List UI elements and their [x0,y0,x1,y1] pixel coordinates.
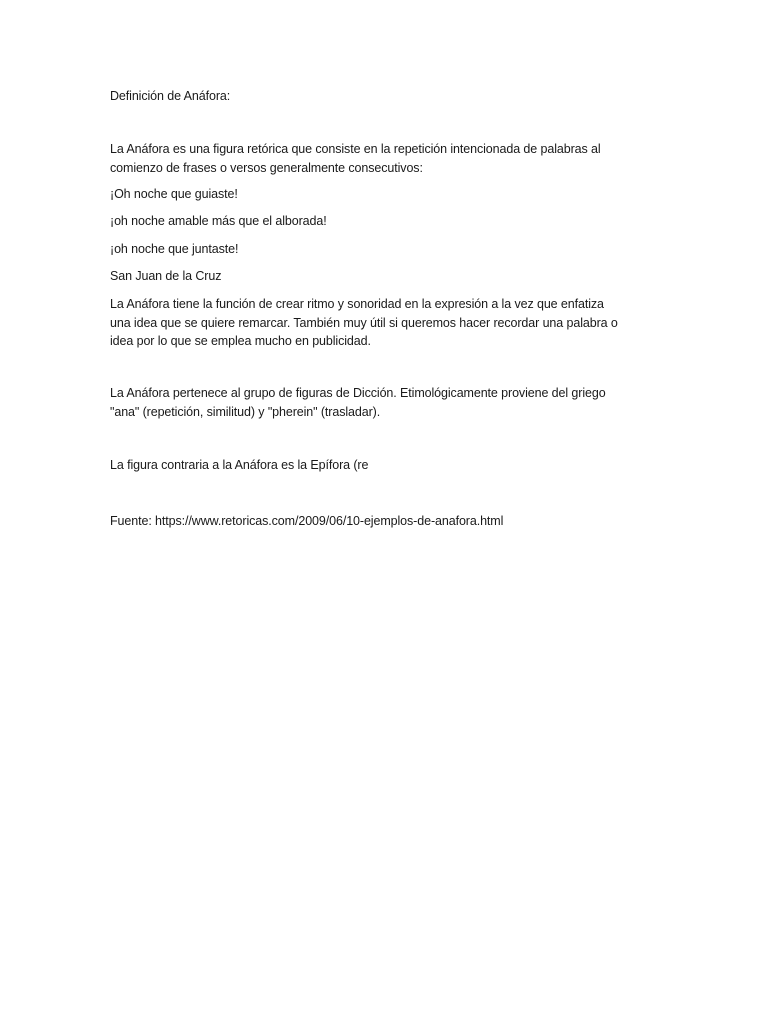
verse-line: ¡oh noche que juntaste! [110,242,239,256]
function-line: una idea que se quiere remarcar. También muy útil si queremos hacer recordar una palabra o [110,315,618,330]
source-line: Fuente: https://www.retoricas.com/2009/06/10-ejemplos-de-anafora.html [110,514,504,528]
verse-author: San Juan de la Cruz [110,269,222,283]
group-line: "ana" (repetición, similitud) y "pherein" (trasladar). [110,404,381,419]
function-line: idea por lo que se emplea mucho en publicidad. [110,334,371,348]
contrary-figure-line: La figura contraria a la Anáfora es la Epífora (re [110,458,369,472]
intro-line: comienzo de frases o versos generalmente consecutivos: [110,160,423,175]
intro-paragraph [110,140,658,177]
verse-line: ¡Oh noche que guiaste! [110,187,238,201]
function-line: La Anáfora tiene la función de crear ritmo y sonoridad en la expresión a la vez que enfatiza [110,297,604,311]
document-heading: Definición de Anáfora: [110,89,231,103]
intro-line: La Anáfora es una figura retórica que consiste en la repetición intencionada de palabras al [110,142,601,156]
group-line: La Anáfora pertenece al grupo de figuras de Dicción. Etimológicamente proviene del griego [110,386,606,400]
function-paragraph [110,295,658,351]
group-paragraph [110,384,658,421]
verse-line: ¡oh noche amable más que el alborada! [110,214,327,228]
